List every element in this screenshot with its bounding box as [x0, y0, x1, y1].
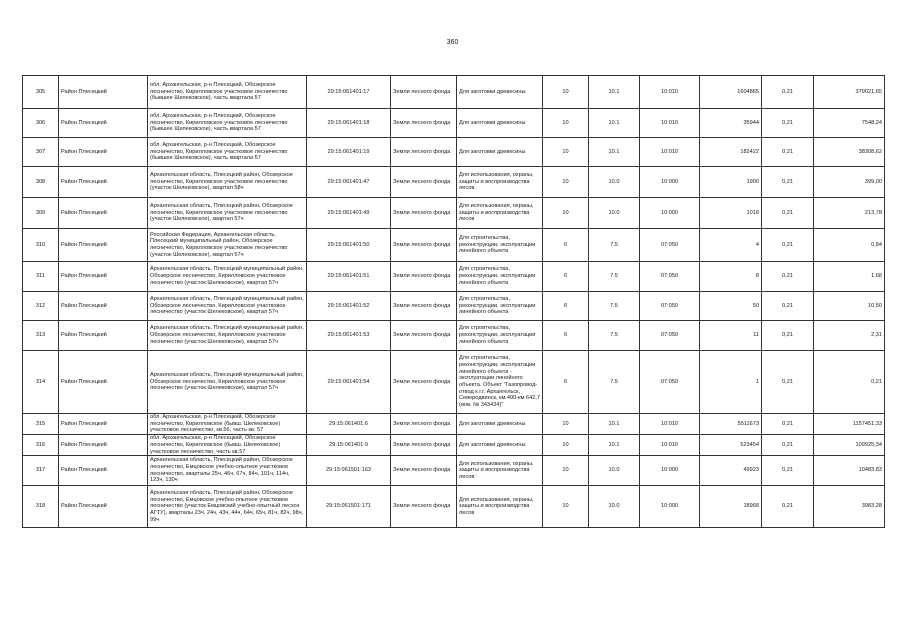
- permitted-use-cell: Для заготовки древесины: [457, 138, 543, 167]
- row-number: 310: [23, 229, 59, 262]
- area-cell: 18968: [700, 486, 762, 528]
- cadastral-number-cell: 29:15:061501:163: [307, 456, 391, 486]
- group-code-cell: 6: [543, 262, 589, 292]
- use-code-cell: 07:050: [640, 229, 700, 262]
- district-cell: Район Плесецкий: [59, 262, 148, 292]
- address-cell: обл. Архангельская, р-н Плесецкий, Обозерское лесничество, Кирилловское участковое лесничество (бывшее Шелековское), часть квартала 57: [148, 109, 307, 138]
- row-number: 317: [23, 456, 59, 486]
- land-category-cell: Земли лесного фонда: [391, 351, 457, 414]
- permitted-use-cell: Для строительства, реконструкции, эксплуатации линейного объекта: [457, 229, 543, 262]
- table-row: [23, 138, 885, 167]
- land-category-cell: Земли лесного фонда: [391, 229, 457, 262]
- table-row: [23, 167, 885, 198]
- group-code-cell: 10: [543, 76, 589, 109]
- address-cell: Архангельская область, Плесецкий муниципальный район, Обозерское лесничество, Кирилловское участковое лесничество (участок Шелековское), квартал 57ч: [148, 292, 307, 321]
- coefficient-cell: 0,21: [762, 351, 814, 414]
- use-code-cell: 10:010: [640, 76, 700, 109]
- value-cell: 0,84: [814, 229, 885, 262]
- cadastral-number-cell: 29:15:061401:47: [307, 167, 391, 198]
- subgroup-code-cell: 7.5: [589, 262, 640, 292]
- use-code-cell: 10:010: [640, 414, 700, 435]
- area-cell: 1604865: [700, 76, 762, 109]
- value-cell: 109925,34: [814, 435, 885, 456]
- land-category-cell: Земли лесного фонда: [391, 262, 457, 292]
- row-number: 315: [23, 414, 59, 435]
- area-cell: 50: [700, 292, 762, 321]
- use-code-cell: 10:000: [640, 198, 700, 229]
- subgroup-code-cell: 7.5: [589, 351, 640, 414]
- table-row: [23, 109, 885, 138]
- permitted-use-cell: Для строительства, реконструкции, эксплуатации линейного объекта: [457, 262, 543, 292]
- coefficient-cell: 0,21: [762, 292, 814, 321]
- district-cell: Район Плесецкий: [59, 321, 148, 351]
- parcel-registry-table: [22, 75, 885, 528]
- table-row: [23, 414, 885, 435]
- district-cell: Район Плесецкий: [59, 351, 148, 414]
- area-cell: 4: [700, 229, 762, 262]
- value-cell: 38308,62: [814, 138, 885, 167]
- permitted-use-cell: Для использования, охраны, защиты и воспроизводства лесов: [457, 486, 543, 528]
- permitted-use-cell: Для заготовки древесины: [457, 435, 543, 456]
- land-category-cell: Земли лесного фонда: [391, 76, 457, 109]
- coefficient-cell: 0,21: [762, 262, 814, 292]
- group-code-cell: 10: [543, 456, 589, 486]
- cadastral-number-cell: 29:15:061501:171: [307, 486, 391, 528]
- table-row: [23, 229, 885, 262]
- use-code-cell: 07:050: [640, 321, 700, 351]
- subgroup-code-cell: 10.1: [589, 435, 640, 456]
- value-cell: 3983,28: [814, 486, 885, 528]
- row-number: 313: [23, 321, 59, 351]
- use-code-cell: 07:050: [640, 262, 700, 292]
- cadastral-number-cell: 29:15:061401:54: [307, 351, 391, 414]
- table-body: [23, 76, 885, 528]
- address-cell: Архангельская область, Плесецкий район, Обозерское лесничество, Емцовское учебно-опытное участковое лесничество (участок Емцовский учебно-опытный лесхоз АГТУ), кварталы 23ч, 24ч, 43ч, 44ч, 64ч, 65ч, 81ч, 82ч, 98ч, 99ч: [148, 486, 307, 528]
- district-cell: Район Плесецкий: [59, 486, 148, 528]
- subgroup-code-cell: 10.0: [589, 456, 640, 486]
- subgroup-code-cell: 10.1: [589, 414, 640, 435]
- value-cell: 399,00: [814, 167, 885, 198]
- group-code-cell: 10: [543, 486, 589, 528]
- area-cell: 523454: [700, 435, 762, 456]
- row-number: 311: [23, 262, 59, 292]
- land-category-cell: Земли лесного фонда: [391, 435, 457, 456]
- land-category-cell: Земли лесного фонда: [391, 456, 457, 486]
- address-cell: обл. Архангельская, р-н Плесецкий, Обозерское лесничество, Кирилловское (бывш. Шелековское) участковое лесничество, кв.56, часть кв. 57: [148, 414, 307, 435]
- group-code-cell: 10: [543, 414, 589, 435]
- group-code-cell: 10: [543, 435, 589, 456]
- value-cell: 213,78: [814, 198, 885, 229]
- area-cell: 5511673: [700, 414, 762, 435]
- coefficient-cell: 0,21: [762, 76, 814, 109]
- coefficient-cell: 0,21: [762, 167, 814, 198]
- address-cell: обл. Архангельская, р-н Плесецкий, Обозерское лесничество, Кирилловское участковое лесничество (бывшее Шелековское), часть квартала 57: [148, 138, 307, 167]
- value-cell: 7548,24: [814, 109, 885, 138]
- table-row: [23, 486, 885, 528]
- page-number: 360: [446, 39, 459, 46]
- table-row: [23, 351, 885, 414]
- permitted-use-cell: Для заготовки древесины: [457, 414, 543, 435]
- permitted-use-cell: Для использования, охраны, защиты и воспроизводства лесов: [457, 167, 543, 198]
- use-code-cell: 07:050: [640, 351, 700, 414]
- value-cell: 10,50: [814, 292, 885, 321]
- area-cell: 49923: [700, 456, 762, 486]
- address-cell: обл. Архангельская, р-н Плесецкий, Обозерское лесничество, Кирилловское участковое лесничество (бывшее Шелековское), часть квартала 57: [148, 76, 307, 109]
- district-cell: Район Плесецкий: [59, 435, 148, 456]
- row-number: 305: [23, 76, 59, 109]
- coefficient-cell: 0,21: [762, 414, 814, 435]
- permitted-use-cell: Для строительства, реконструкции, эксплуатации линейного объекта: [457, 321, 543, 351]
- value-cell: 1,68: [814, 262, 885, 292]
- permitted-use-cell: Для использования, охраны, защиты и воспроизводства лесов: [457, 198, 543, 229]
- area-cell: 8: [700, 262, 762, 292]
- area-cell: 11: [700, 321, 762, 351]
- cadastral-number-cell: 29:15:061401:19: [307, 138, 391, 167]
- permitted-use-cell: Для строительства, реконструкции, эксплуатации линейного объекта - эксплуатации линейного объекта. Объект "Газопровод-отвод к г.г. Архангельск, Северодвинск, км.400-км 642,7 (инв. № 343434)": [457, 351, 543, 414]
- table-row: [23, 262, 885, 292]
- subgroup-code-cell: 7.5: [589, 321, 640, 351]
- value-cell: 0,21: [814, 351, 885, 414]
- address-cell: Архангельская область, Плесецкий муниципальный район, Обозерское лесничество, Кирилловское участковое лесничество (участок Шелековское), квартал 57ч: [148, 351, 307, 414]
- coefficient-cell: 0,21: [762, 435, 814, 456]
- use-code-cell: 10:000: [640, 456, 700, 486]
- coefficient-cell: 0,21: [762, 109, 814, 138]
- land-category-cell: Земли лесного фонда: [391, 486, 457, 528]
- district-cell: Район Плесецкий: [59, 167, 148, 198]
- use-code-cell: 10:010: [640, 109, 700, 138]
- area-cell: 1: [700, 351, 762, 414]
- cadastral-number-cell: 29:15:061401:17: [307, 76, 391, 109]
- area-cell: 1900: [700, 167, 762, 198]
- land-category-cell: Земли лесного фонда: [391, 292, 457, 321]
- table-row: [23, 198, 885, 229]
- district-cell: Район Плесецкий: [59, 198, 148, 229]
- group-code-cell: 6: [543, 292, 589, 321]
- cadastral-number-cell: 29:15:061401:18: [307, 109, 391, 138]
- land-category-cell: Земли лесного фонда: [391, 109, 457, 138]
- row-number: 306: [23, 109, 59, 138]
- address-cell: Архангельская область, Плесецкий район, Обозерское лесничество, Кирилловское участковое лесничество (участок Шелековское), квартал 58ч: [148, 167, 307, 198]
- group-code-cell: 6: [543, 229, 589, 262]
- land-category-cell: Земли лесного фонда: [391, 138, 457, 167]
- subgroup-code-cell: 10.1: [589, 109, 640, 138]
- subgroup-code-cell: 10.1: [589, 138, 640, 167]
- cadastral-number-cell: 29:15:061401:52: [307, 292, 391, 321]
- table-row: [23, 456, 885, 486]
- group-code-cell: 6: [543, 321, 589, 351]
- permitted-use-cell: Для строительства, реконструкции, эксплуатации линейного объекта: [457, 292, 543, 321]
- district-cell: Район Плесецкий: [59, 456, 148, 486]
- district-cell: Район Плесецкий: [59, 76, 148, 109]
- table-row: [23, 435, 885, 456]
- group-code-cell: 10: [543, 109, 589, 138]
- group-code-cell: 10: [543, 138, 589, 167]
- district-cell: Район Плесецкий: [59, 138, 148, 167]
- coefficient-cell: 0,21: [762, 321, 814, 351]
- use-code-cell: 10:010: [640, 435, 700, 456]
- value-cell: 1157451,33: [814, 414, 885, 435]
- district-cell: Район Плесецкий: [59, 292, 148, 321]
- cadastral-number-cell: 29:15:061401:51: [307, 262, 391, 292]
- coefficient-cell: 0,21: [762, 486, 814, 528]
- cadastral-number-cell: 29:15:061401:6: [307, 414, 391, 435]
- address-cell: Архангельская область, Плесецкий муниципальный район, Обозерское лесничество, Кирилловское участковое лесничество (участок Шелековское), квартал 57ч: [148, 262, 307, 292]
- district-cell: Район Плесецкий: [59, 109, 148, 138]
- permitted-use-cell: Для заготовки древесины: [457, 76, 543, 109]
- address-cell: Российская Федерация, Архангельская область, Плесецкий муниципальный район, Обозерское лесничество, Кирилловское участковое лесничество (участок Шелековское), квартал 57ч: [148, 229, 307, 262]
- use-code-cell: 10:000: [640, 167, 700, 198]
- subgroup-code-cell: 7.5: [589, 292, 640, 321]
- value-cell: 379021,65: [814, 76, 885, 109]
- use-code-cell: 10:010: [640, 138, 700, 167]
- land-category-cell: Земли лесного фонда: [391, 198, 457, 229]
- address-cell: обл. Архангельская, р-н Плесецкий, Обозерское лесничество, Кирилловское (бывш. Шелековское) участковое лесничество, часть кв.57: [148, 435, 307, 456]
- coefficient-cell: 0,21: [762, 456, 814, 486]
- land-category-cell: Земли лесного фонда: [391, 414, 457, 435]
- cadastral-number-cell: 29:15:061401:53: [307, 321, 391, 351]
- table-row: [23, 76, 885, 109]
- table-row: [23, 321, 885, 351]
- subgroup-code-cell: 10.0: [589, 486, 640, 528]
- cadastral-number-cell: 29:15:061401:9: [307, 435, 391, 456]
- row-number: 308: [23, 167, 59, 198]
- group-code-cell: 6: [543, 351, 589, 414]
- group-code-cell: 10: [543, 198, 589, 229]
- district-cell: Район Плесецкий: [59, 414, 148, 435]
- cadastral-number-cell: 29:15:061401:49: [307, 198, 391, 229]
- row-number: 312: [23, 292, 59, 321]
- district-cell: Район Плесецкий: [59, 229, 148, 262]
- table-row: [23, 292, 885, 321]
- subgroup-code-cell: 10.0: [589, 167, 640, 198]
- group-code-cell: 10: [543, 167, 589, 198]
- permitted-use-cell: Для заготовки древесины: [457, 109, 543, 138]
- subgroup-code-cell: 7.5: [589, 229, 640, 262]
- land-category-cell: Земли лесного фонда: [391, 321, 457, 351]
- row-number: 316: [23, 435, 59, 456]
- land-category-cell: Земли лесного фонда: [391, 167, 457, 198]
- row-number: 307: [23, 138, 59, 167]
- subgroup-code-cell: 10.1: [589, 76, 640, 109]
- use-code-cell: 10:000: [640, 486, 700, 528]
- value-cell: 10483,83: [814, 456, 885, 486]
- coefficient-cell: 0,21: [762, 198, 814, 229]
- row-number: 309: [23, 198, 59, 229]
- row-number: 314: [23, 351, 59, 414]
- area-cell: 35944: [700, 109, 762, 138]
- coefficient-cell: 0,21: [762, 138, 814, 167]
- row-number: 318: [23, 486, 59, 528]
- permitted-use-cell: Для использования, охраны, защиты и воспроизводства лесов: [457, 456, 543, 486]
- cadastral-number-cell: 29:15:061401:50: [307, 229, 391, 262]
- address-cell: Архангельская область, Плесецкий муниципальный район, Обозерское лесничество, Кирилловское участковое лесничество (участок Шелековское), квартал 57ч: [148, 321, 307, 351]
- coefficient-cell: 0,21: [762, 229, 814, 262]
- value-cell: 2,31: [814, 321, 885, 351]
- use-code-cell: 07:050: [640, 292, 700, 321]
- area-cell: 1018: [700, 198, 762, 229]
- subgroup-code-cell: 10.0: [589, 198, 640, 229]
- address-cell: Архангельская область, Плесецкий район, Обозерское лесничество, Емцовское учебно-опытное участковое лесничество, кварталы 25ч, 46ч, 67ч, 84ч, 101ч, 114ч, 123ч, 130ч: [148, 456, 307, 486]
- area-cell: 182422: [700, 138, 762, 167]
- address-cell: Архангельская область, Плесецкий район, Обозерское лесничество, Кирилловское участковое лесничество (участок Шелековское), квартал 57ч: [148, 198, 307, 229]
